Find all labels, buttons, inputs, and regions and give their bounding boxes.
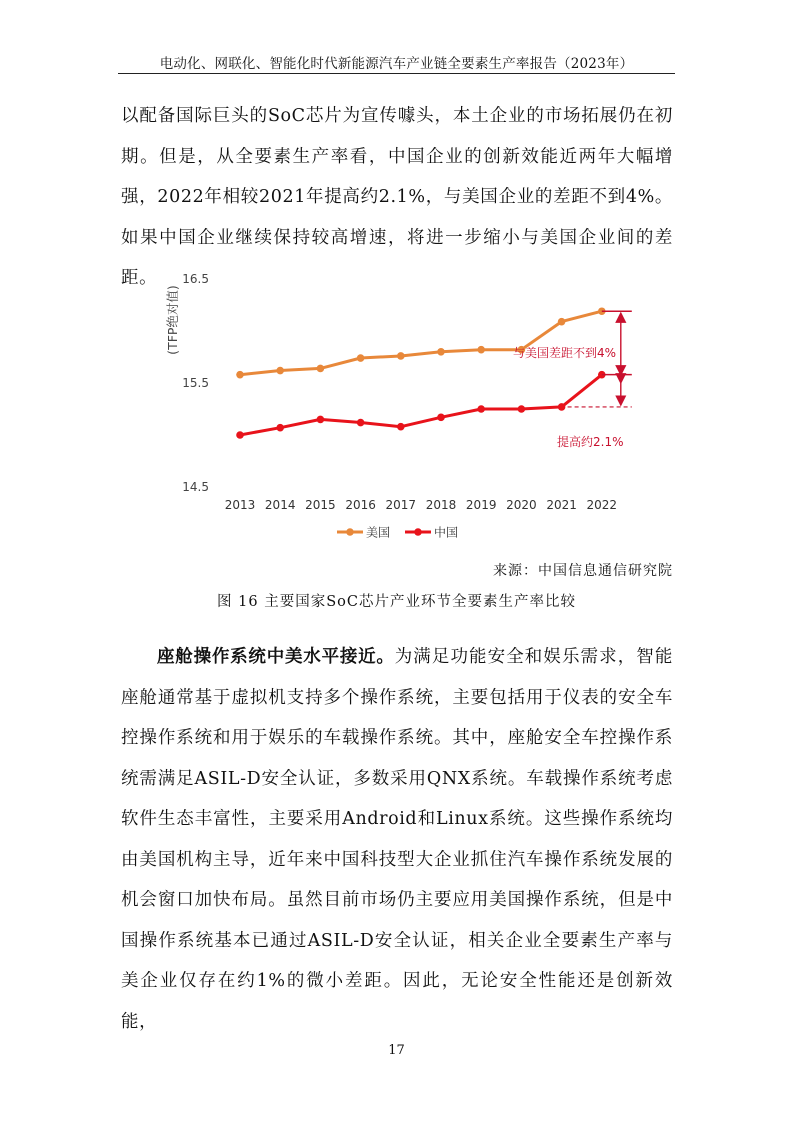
series-group <box>236 307 605 438</box>
legend <box>337 525 458 540</box>
data-point <box>397 352 405 360</box>
data-point <box>317 365 325 373</box>
legend-label: 美国 <box>366 525 391 540</box>
data-point <box>477 405 485 413</box>
annotations <box>513 311 632 449</box>
data-point <box>357 419 365 427</box>
data-point <box>518 405 526 413</box>
x-tick-label: 2015 <box>305 498 336 512</box>
figure-caption: 图 16 主要国家SoC芯片产业环节全要素生产率比较 <box>217 594 576 610</box>
x-axis-ticks <box>225 498 617 512</box>
legend-label: 中国 <box>434 525 459 540</box>
page-number: 17 <box>388 1043 405 1058</box>
y-tick-label: 14.5 <box>182 480 209 494</box>
legend-marker <box>414 528 422 536</box>
data-point <box>276 424 284 432</box>
paragraph-body: 为满足功能安全和娱乐需求，智能座舱通常基于虚拟机支持多个操作系统，主要包括用于仪表的安全车控操作系统和用于娱乐的车载操作系统。其中，座舱安全车控操作系统需满足ASIL-D安全认证，多数采用QNX系统。车载操作系统考虑软件生态丰富性，主要采用Android和Linux系统。这些操作系统均由美国机构主导，近年来中国科技型大企业抓住汽车操作系统发展的机会窗口加快布局。虽然目前市场仍主要应用美国操作系统，但是中国操作系统基本已通过ASIL-D安全认证，相关企业全要素生产率与美企业仅存在约1%的微小差距。因此，无论安全性能还是创新效能， <box>121 647 673 1032</box>
data-point <box>437 414 445 422</box>
x-tick-label: 2016 <box>345 498 376 512</box>
legend-marker <box>346 528 354 536</box>
x-tick-label: 2018 <box>425 498 457 512</box>
data-point <box>276 367 284 375</box>
paragraph-lead: 座舱操作系统中美水平接近。 <box>157 647 395 667</box>
series-line-1 <box>240 375 602 435</box>
header-rule <box>118 73 675 74</box>
y-tick-label: 15.5 <box>182 376 209 390</box>
tfp-line-chart <box>155 262 645 552</box>
gap-annotation: 与美国差距不到4% <box>513 346 617 360</box>
x-tick-label: 2022 <box>586 498 618 512</box>
x-tick-label: 2019 <box>465 498 497 512</box>
x-tick-label: 2020 <box>506 498 537 512</box>
y-tick-label: 16.5 <box>182 272 209 286</box>
data-point <box>558 318 566 326</box>
paragraph-os <box>121 637 673 1042</box>
x-tick-label: 2017 <box>385 498 417 512</box>
x-tick-label: 2014 <box>264 498 296 512</box>
data-point <box>397 423 405 431</box>
y-axis-label: (TFP绝对值) <box>165 285 180 355</box>
source-note: 来源：中国信息通信研究院 <box>493 563 673 579</box>
series-line-0 <box>240 311 602 375</box>
y-axis-ticks <box>182 272 209 494</box>
data-point <box>357 354 365 362</box>
data-point <box>236 371 244 379</box>
paragraph-soc: 以配备国际巨头的SoC芯片为宣传噱头，本土企业的市场拓展仍在初期。但是，从全要素生产率看，中国企业的创新效能近两年大幅增强，2022年相较2021年提高约2.1%，与美国企业的差距不到4%。如果中国企业继续保持较高增速，将进一步缩小与美国企业间的差距。 <box>121 106 673 288</box>
x-tick-label: 2013 <box>224 498 256 512</box>
growth-annotation: 提高约2.1% <box>557 435 624 449</box>
data-point <box>477 346 485 354</box>
data-point <box>558 403 566 411</box>
data-point <box>317 416 325 424</box>
data-point <box>236 431 244 439</box>
running-header: 电动化、网联化、智能化时代新能源汽车产业链全要素生产率报告（2023年） <box>159 56 634 72</box>
data-point <box>437 348 445 356</box>
x-tick-label: 2021 <box>546 498 577 512</box>
